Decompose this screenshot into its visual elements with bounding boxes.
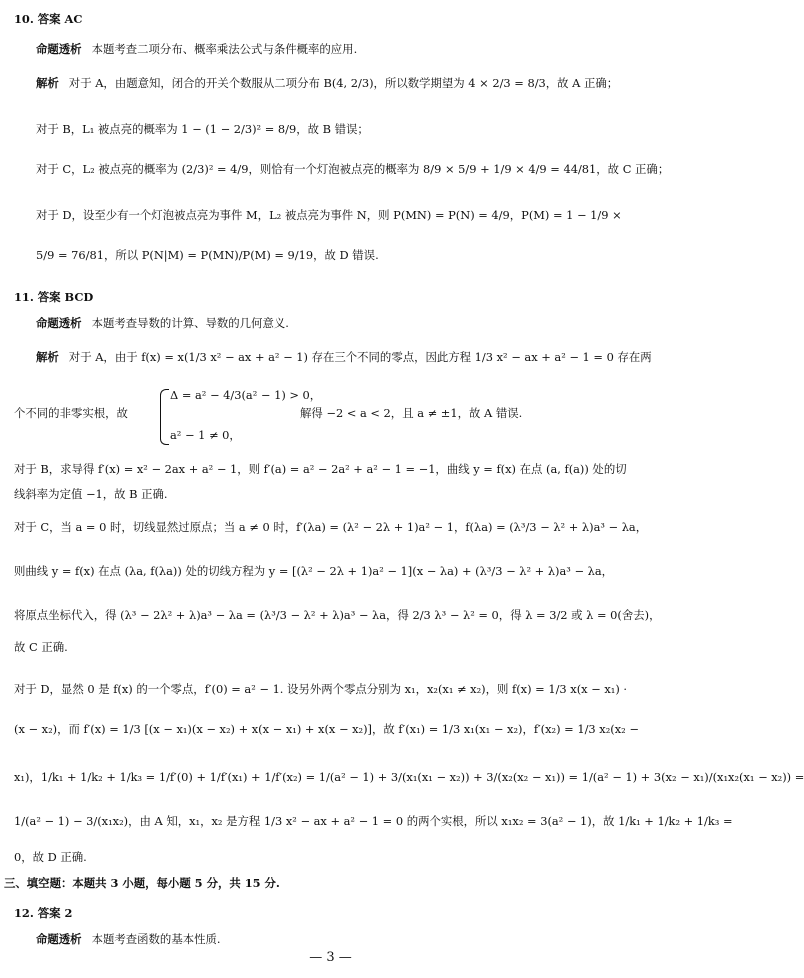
line-text: 对于 A，由于 f(x) = x(1/3 x² − ax + a² − 1) 存在三个不同的零点，因此方程 1/3 x² − ax + a² − 1 = 0 存在两 — [68, 350, 652, 364]
line-text: 个不同的非零实根，故 — [14, 406, 128, 420]
text-line — [36, 160, 669, 178]
line-text: 10. 答案 AC — [14, 12, 83, 26]
text-line — [36, 206, 622, 224]
line-text: 对于 C，当 a = 0 时，切线显然过原点；当 a ≠ 0 时，f′(λa) = (λ² − 2λ + 1)a² − 1，f(λa) = (λ³/3 − λ² + λ)a³ − λa， — [14, 520, 648, 534]
line-text: a² − 1 ≠ 0， — [170, 428, 241, 442]
line-text: 1/(a² − 1) − 3/(x₁x₂)，由 A 知，x₁，x₂ 是方程 1/3 x² − ax + a² − 1 = 0 的两个实根，所以 x₁x₂ = 3(a² − 1)，故 1/k₁ + 1/k₂ + 1/k₃ = — [14, 814, 733, 828]
line-text: 对于 D，显然 0 是 f(x) 的一个零点，f′(0) = a² − 1. 设另外两个零点分别为 x₁，x₂(x₁ ≠ x₂)，则 f(x) = 1/3 x(x − x₁) · — [14, 682, 628, 696]
text-line — [14, 562, 613, 580]
text-line — [14, 288, 93, 306]
text-line — [14, 606, 661, 624]
section-label: 解析 — [36, 350, 59, 364]
line-text: 对于 C，L₂ 被点亮的概率为 (2/3)² = 4/9，则恰有一个灯泡被点亮的概率为 8/9 × 5/9 + 1/9 × 4/9 = 44/81，故 C 正确； — [36, 162, 670, 176]
text-line — [14, 720, 639, 738]
line-text: 0，故 D 正确. — [14, 850, 87, 864]
line-text: 三、填空题：本题共 3 小题，每小题 5 分，共 15 分. — [4, 876, 280, 890]
text-line — [14, 680, 627, 698]
section-label: 命题透析 — [36, 42, 82, 56]
section-label: 命题透析 — [36, 932, 82, 946]
text-line — [36, 74, 618, 92]
line-text: x₁)，1/k₁ + 1/k₂ + 1/k₃ = 1/f′(0) + 1/f′(x₁) + 1/f′(x₂) = 1/(a² − 1) + 3/(x₁(x₁ − x₂)) + 3/(x₂(x₂ − x₁)) = 1/(a² − 1) + 3(x₂ − x₁)/(x₁x₂(x₁ − x₂)) = — [14, 770, 804, 784]
line-text: (x − x₂)，而 f′(x) = 1/3 [(x − x₁)(x − x₂) + x(x − x₁) + x(x − x₂)]，故 f′(x₁) = 1/3 x₁(x₁ − x₂)，f′(x₂) = 1/3 x₂(x₂ − — [14, 722, 639, 736]
system-brace — [160, 389, 169, 445]
line-text: 11. 答案 BCD — [14, 290, 94, 304]
line-text: 解得 −2 < a < 2，且 a ≠ ±1，故 A 错误. — [300, 406, 523, 420]
line-text: 线斜率为定值 −1，故 B 正确. — [14, 487, 168, 501]
text-line — [14, 10, 82, 28]
text-line — [14, 518, 647, 536]
line-text: 对于 D，设至少有一个灯泡被点亮为事件 M，L₂ 被点亮为事件 N，则 P(MN) = P(N) = 4/9，P(M) = 1 − 1/9 × — [36, 208, 622, 222]
text-line — [4, 874, 280, 892]
line-text: Δ = a² − 4/3(a² − 1) > 0， — [170, 388, 322, 402]
line-text: 本题考查函数的基本性质. — [91, 932, 221, 946]
text-line — [14, 485, 168, 503]
text-line — [170, 426, 241, 444]
text-line — [36, 930, 221, 948]
line-text: 故 C 正确. — [14, 640, 68, 654]
line-text: 对于 B，L₁ 被点亮的概率为 1 − (1 − 2/3)² = 8/9，故 B 错误； — [36, 122, 369, 136]
line-text: 将原点坐标代入，得 (λ³ − 2λ² + λ)a³ − λa = (λ³/3 − λ² + λ)a³ − λa，得 2/3 λ³ − λ² = 0，得 λ = 3/2 或 λ = 0(舍去)， — [14, 608, 661, 622]
text-line — [36, 40, 357, 58]
text-line — [300, 404, 522, 422]
text-line — [170, 386, 321, 404]
line-text: 5/9 = 76/81，所以 P(N|M) = P(MN)/P(M) = 9/19，故 D 错误. — [36, 248, 379, 262]
text-line — [14, 460, 627, 478]
text-line — [14, 638, 68, 656]
line-text: 对于 B，求导得 f′(x) = x² − 2ax + a² − 1，则 f′(a) = a² − 2a² + a² − 1 = −1，曲线 y = f(x) 在点 (a, f(a)) 处的切 — [14, 462, 627, 476]
text-line — [14, 812, 733, 830]
section-label: 命题透析 — [36, 316, 82, 330]
line-text: 则曲线 y = f(x) 在点 (λa, f(λa)) 处的切线方程为 y = [(λ² − 2λ + 1)a² − 1](x − λa) + (λ³/3 − λ² + λ)a³ − λa， — [14, 564, 614, 578]
text-line — [14, 904, 72, 922]
line-text: 12. 答案 2 — [14, 906, 73, 920]
line-text: 对于 A，由题意知，闭合的开关个数服从二项分布 B(4, 2/3)，所以数学期望为 4 × 2/3 = 8/3，故 A 正确； — [68, 76, 619, 90]
line-text: 本题考查二项分布、概率乘法公式与条件概率的应用. — [91, 42, 358, 56]
text-line — [14, 848, 87, 866]
text-line — [36, 120, 369, 138]
page-number: — 3 — — [309, 950, 352, 965]
text-line — [36, 314, 289, 332]
text-line — [36, 348, 652, 366]
line-text: 本题考查导数的计算、导数的几何意义. — [91, 316, 289, 330]
text-line — [36, 246, 379, 264]
text-line — [14, 768, 804, 786]
text-line — [14, 404, 128, 422]
section-label: 解析 — [36, 76, 59, 90]
